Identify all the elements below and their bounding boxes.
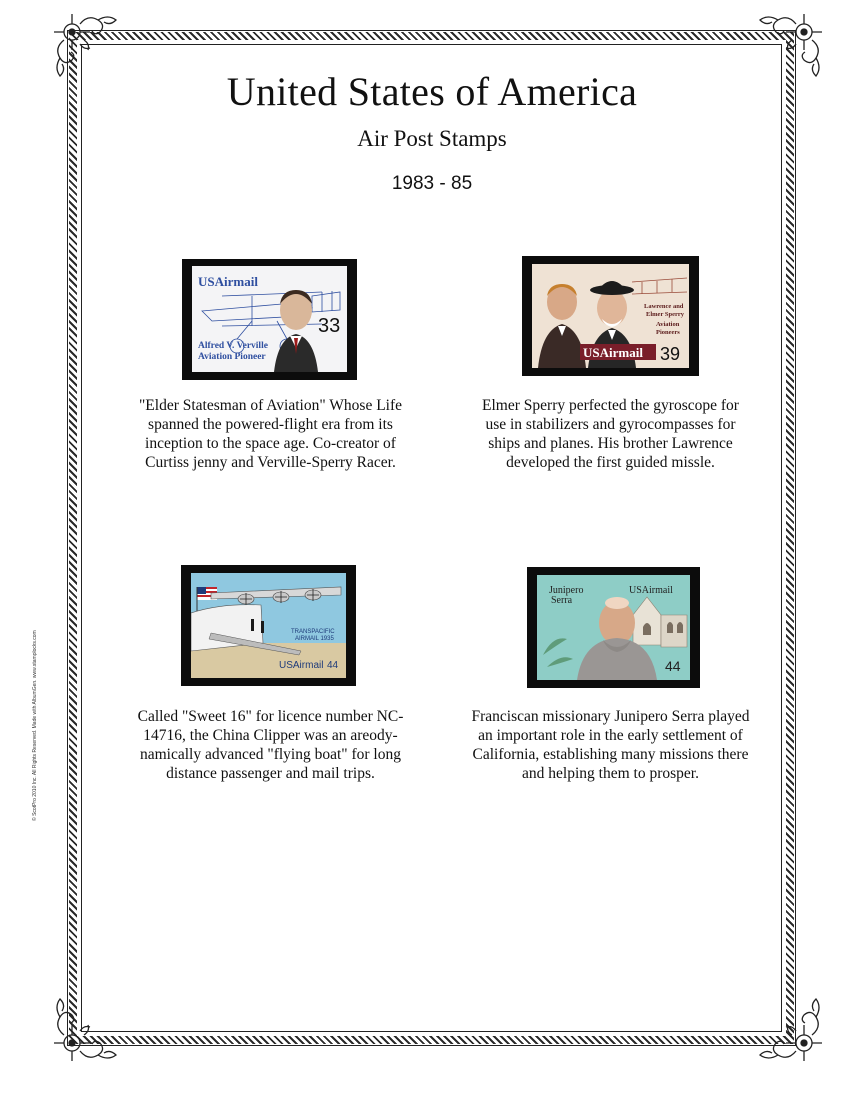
caption-line: "Elder Statesman of Aviation" Whose Life bbox=[138, 397, 403, 414]
stamp-name-line2: AIRMAIL 1935 bbox=[295, 636, 334, 642]
clipper-stamp-art bbox=[191, 573, 346, 678]
caption-line: spanned the powered-flight era from its bbox=[148, 416, 393, 433]
page-subtitle: Air Post Stamps bbox=[357, 126, 507, 151]
caption-clipper bbox=[108, 707, 433, 783]
copyright-notice: © ScotPro 2010 Inc. All Rights Reserved. Made with AlbumGen. www.stamplocks.com bbox=[32, 630, 38, 821]
stamp-header-text: USAirmail bbox=[583, 345, 643, 360]
caption-line: inception to the space age. Co-creator of bbox=[145, 435, 396, 452]
caption-line: use in stabilizers and gyrocompasses for bbox=[485, 416, 736, 433]
issue-years: 1983 - 85 bbox=[391, 173, 473, 194]
stamp-serra-44c[interactable] bbox=[537, 575, 690, 680]
verville-stamp-art bbox=[192, 266, 347, 372]
caption-line: distance passenger and mail trips. bbox=[166, 765, 375, 782]
caption-line: Curtiss jenny and Verville-Sperry Racer. bbox=[145, 454, 396, 471]
stamp-name-line2: Elmer Sperry bbox=[646, 311, 684, 318]
stamp-name-line1: TRANSPACIFIC bbox=[291, 629, 335, 635]
stamp-name-line2: Aviation Pioneer bbox=[198, 352, 266, 362]
caption-verville bbox=[108, 396, 433, 472]
caption-line: an important role in the early settlement of bbox=[478, 727, 743, 744]
corner-ornament-bottom-left bbox=[50, 975, 140, 1065]
stamp-denomination: 44 bbox=[665, 658, 681, 674]
page-title: United States of America bbox=[226, 69, 638, 114]
stamp-clipper-44c[interactable] bbox=[191, 573, 346, 678]
sperry-stamp-art bbox=[532, 264, 689, 368]
stamp-name-line3: Aviation bbox=[656, 321, 680, 328]
stamp-sperry-39c[interactable] bbox=[532, 264, 689, 368]
caption-line: namically advanced "flying boat" for long bbox=[139, 746, 401, 763]
stamp-name-line1: Junipero bbox=[549, 585, 584, 596]
stamp-name-line4: Pioneers bbox=[656, 329, 680, 336]
caption-sperry bbox=[448, 396, 773, 472]
caption-line: developed the first guided missle. bbox=[506, 454, 715, 471]
stamp-header-text: USAirmail bbox=[279, 660, 324, 671]
stamp-name-line1: Lawrence and bbox=[644, 303, 684, 310]
caption-line: Franciscan missionary Junipero Serra played bbox=[471, 708, 750, 725]
stamp-denomination: 39 bbox=[660, 344, 681, 364]
stamp-header-text: USAirmail bbox=[198, 274, 258, 289]
caption-line: Called "Sweet 16" for licence number NC- bbox=[137, 708, 404, 725]
caption-line: and helping them to prosper. bbox=[522, 765, 699, 782]
stamp-name-line2: Serra bbox=[551, 595, 573, 606]
stamp-denomination: 44 bbox=[327, 660, 339, 671]
caption-line: Elmer Sperry perfected the gyroscope for bbox=[482, 397, 739, 414]
stamp-header-text: USAirmail bbox=[629, 585, 673, 596]
caption-line: ships and planes. His brother Lawrence bbox=[488, 435, 733, 452]
caption-serra bbox=[448, 707, 773, 783]
caption-line: 14716, the China Clipper was an areody- bbox=[143, 727, 398, 744]
stamp-name-line1: Alfred V. Verville bbox=[198, 341, 268, 351]
serra-stamp-art bbox=[537, 575, 690, 680]
caption-line: California, establishing many missions there bbox=[472, 746, 749, 763]
stamp-verville-33c[interactable] bbox=[192, 266, 347, 372]
corner-ornament-bottom-right bbox=[736, 975, 826, 1065]
stamp-denomination: 33 bbox=[318, 315, 341, 337]
